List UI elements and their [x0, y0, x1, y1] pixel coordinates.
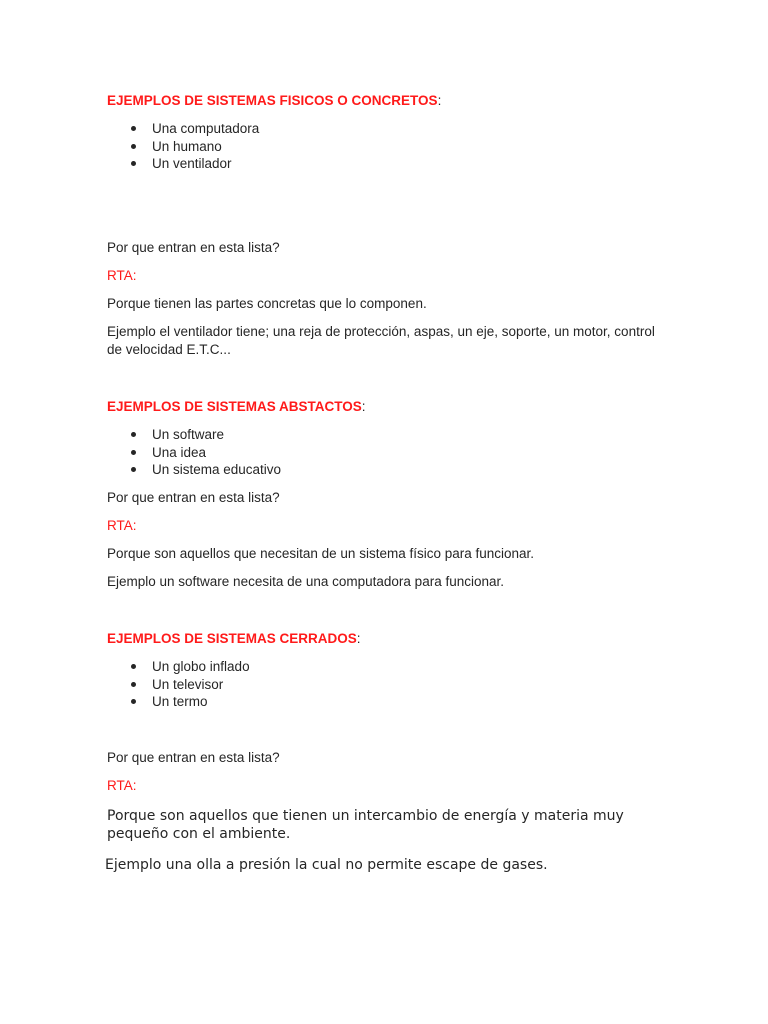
section-2-heading [107, 398, 672, 416]
section-1-rta-label: RTA: [107, 268, 137, 283]
section-2-heading-text: EJEMPLOS DE SISTEMAS ABSTACTOS [107, 399, 362, 414]
section-3-heading [107, 630, 672, 648]
section-2-list [152, 426, 281, 479]
section-2-answer: Porque son aquellos que necesitan de un sistema físico para funcionar. [107, 546, 535, 561]
list-item: Un ventilador [152, 155, 259, 173]
section-3-heading-colon: : [356, 631, 361, 646]
list-item: Una idea [152, 444, 281, 462]
list-item: Un humano [152, 138, 259, 156]
list-item: Un software [152, 426, 281, 444]
section-3-example: Ejemplo una olla a presión la cual no permite escape de gases. [105, 857, 548, 873]
section-1-heading [107, 92, 672, 110]
section-1-answer: Porque tienen las partes concretas que lo componen. [107, 296, 427, 311]
section-1-question: Por que entran en esta lista? [107, 240, 280, 255]
section-2-rta-label: RTA: [107, 518, 137, 533]
section-3-question: Por que entran en esta lista? [107, 750, 280, 765]
section-3-answer: Porque son aquellos que tienen un intercambio de energía y materia muy pequeño con el ambiente. [107, 808, 624, 842]
list-item: Un globo inflado [152, 659, 250, 674]
section-3-rta-label: RTA: [107, 778, 137, 793]
section-3-list [152, 658, 250, 711]
list-item: Un televisor [152, 676, 250, 694]
section-1-example: Ejemplo el ventilador tiene; una reja de protección, aspas, un eje, soporte, un motor, control de velocidad E.T.C... [107, 324, 655, 357]
list-item: Un sistema educativo [152, 462, 282, 477]
section-1-heading-colon: : [437, 93, 442, 108]
section-3-heading-text: EJEMPLOS DE SISTEMAS CERRADOS [107, 631, 357, 646]
list-item: Una computadora [152, 121, 260, 136]
list-item: Un termo [152, 693, 250, 711]
section-2-heading-colon: : [361, 399, 366, 414]
section-1-list [152, 120, 259, 173]
section-2-example: Ejemplo un software necesita de una computadora para funcionar. [107, 574, 504, 589]
section-2-question: Por que entran en esta lista? [107, 490, 280, 505]
section-1-heading-text: EJEMPLOS DE SISTEMAS FISICOS O CONCRETOS [107, 93, 438, 108]
